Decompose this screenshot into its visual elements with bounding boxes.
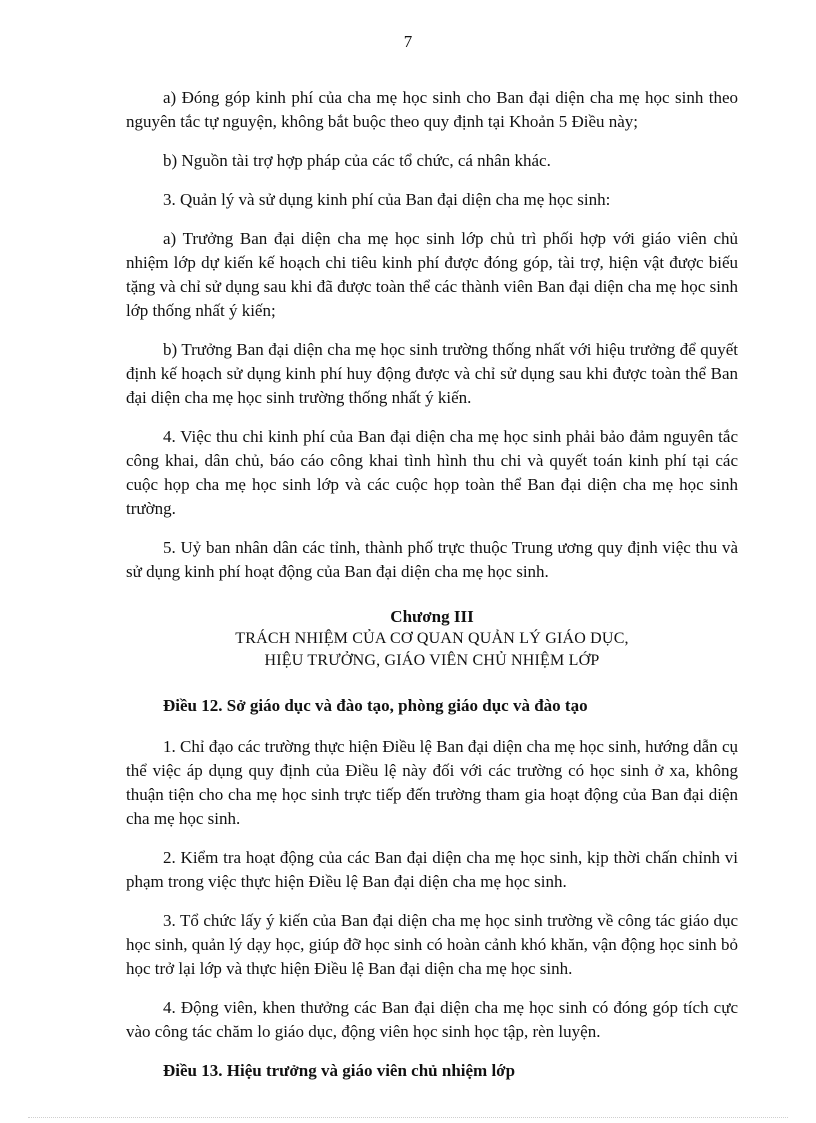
page-number: 7 — [403, 32, 413, 51]
article-12-item-3: 3. Tổ chức lấy ý kiến của Ban đại diện cha mẹ học sinh trường về công tác giáo dục học sinh, quản lý dạy học, giúp đỡ học sinh có hoàn cảnh khó khăn, vận động học sinh bỏ học trở lại lớp và thực hiện Điều lệ Ban đại diện cha mẹ học sinh. — [126, 911, 738, 978]
article-12-item-2: 2. Kiểm tra hoạt động của các Ban đại diện cha mẹ học sinh, kịp thời chấn chỉnh vi phạm trong việc thực hiện Điều lệ Ban đại diện cha mẹ học sinh. — [126, 848, 738, 891]
paragraph-provincial-regulation: 5. Uỷ ban nhân dân các tỉnh, thành phố trực thuộc Trung ương quy định việc thu và sử dụng kinh phí hoạt động của Ban đại diện cha mẹ học sinh. — [126, 538, 738, 581]
paragraph-class-head-plan: a) Trưởng Ban đại diện cha mẹ học sinh lớp chủ trì phối hợp với giáo viên chủ nhiệm lớp dự kiến kế hoạch chi tiêu kinh phí được đóng góp, tài trợ, hiện vật được biếu tặng và chỉ sử dụng sau khi đã được toàn thể các thành viên Ban đại diện cha mẹ học sinh lớp thống nhất ý kiến; — [126, 229, 738, 320]
paragraph-legal-sponsorship: b) Nguồn tài trợ hợp pháp của các tổ chức, cá nhân khác. — [163, 151, 551, 170]
paragraph-school-head-plan: b) Trưởng Ban đại diện cha mẹ học sinh trường thống nhất với hiệu trưởng để quyết định kế hoạch sử dụng kinh phí huy động được và chỉ sử dụng sau khi được toàn thể Ban đại diện cha mẹ học sinh trường thống nhất ý kiến. — [126, 340, 738, 407]
chapter-subtitle-line-2: HIỆU TRƯỞNG, GIÁO VIÊN CHỦ NHIỆM LỚP — [264, 652, 600, 669]
document-body — [126, 86, 738, 1100]
article-13-heading: Điều 13. Hiệu trưởng và giáo viên chủ nhiệm lớp — [163, 1061, 516, 1080]
chapter-heading — [126, 606, 738, 672]
paragraph-transparency: 4. Việc thu chi kinh phí của Ban đại diện cha mẹ học sinh phải bảo đảm nguyên tắc công khai, dân chủ, báo cáo công khai tình hình thu chi và quyết toán kinh phí tại các cuộc họp cha mẹ học sinh lớp và các cuộc họp toàn thể Ban đại diện cha mẹ học sinh trường. — [126, 427, 738, 518]
paragraph-contribution-parents: a) Đóng góp kinh phí của cha mẹ học sinh cho Ban đại diện cha mẹ học sinh theo nguyên tắc tự nguyện, không bắt buộc theo quy định tại Khoản 5 Điều này; — [126, 88, 738, 131]
article-12-heading: Điều 12. Sở giáo dục và đào tạo, phòng giáo dục và đào tạo — [163, 696, 588, 715]
chapter-subtitle-line-1: TRÁCH NHIỆM CỦA CƠ QUAN QUẢN LÝ GIÁO DỤC, — [235, 630, 629, 647]
article-12-item-1: 1. Chỉ đạo các trường thực hiện Điều lệ Ban đại diện cha mẹ học sinh, hướng dẫn cụ thể việc áp dụng quy định của Điều lệ này đối với các trường có học sinh ở xa, không thuận tiện cho cha mẹ học sinh trực tiếp đến trường tham gia hoạt động của Ban đại diện cha mẹ học sinh. — [126, 737, 738, 828]
article-12-item-4: 4. Động viên, khen thưởng các Ban đại diện cha mẹ học sinh có đóng góp tích cực vào công tác chăm lo giáo dục, động viên học sinh học tập, rèn luyện. — [126, 998, 738, 1041]
paragraph-fund-management: 3. Quản lý và sử dụng kinh phí của Ban đại diện cha mẹ học sinh: — [163, 190, 611, 209]
page-bottom-divider — [28, 1117, 788, 1118]
chapter-title: Chương III — [390, 607, 474, 626]
